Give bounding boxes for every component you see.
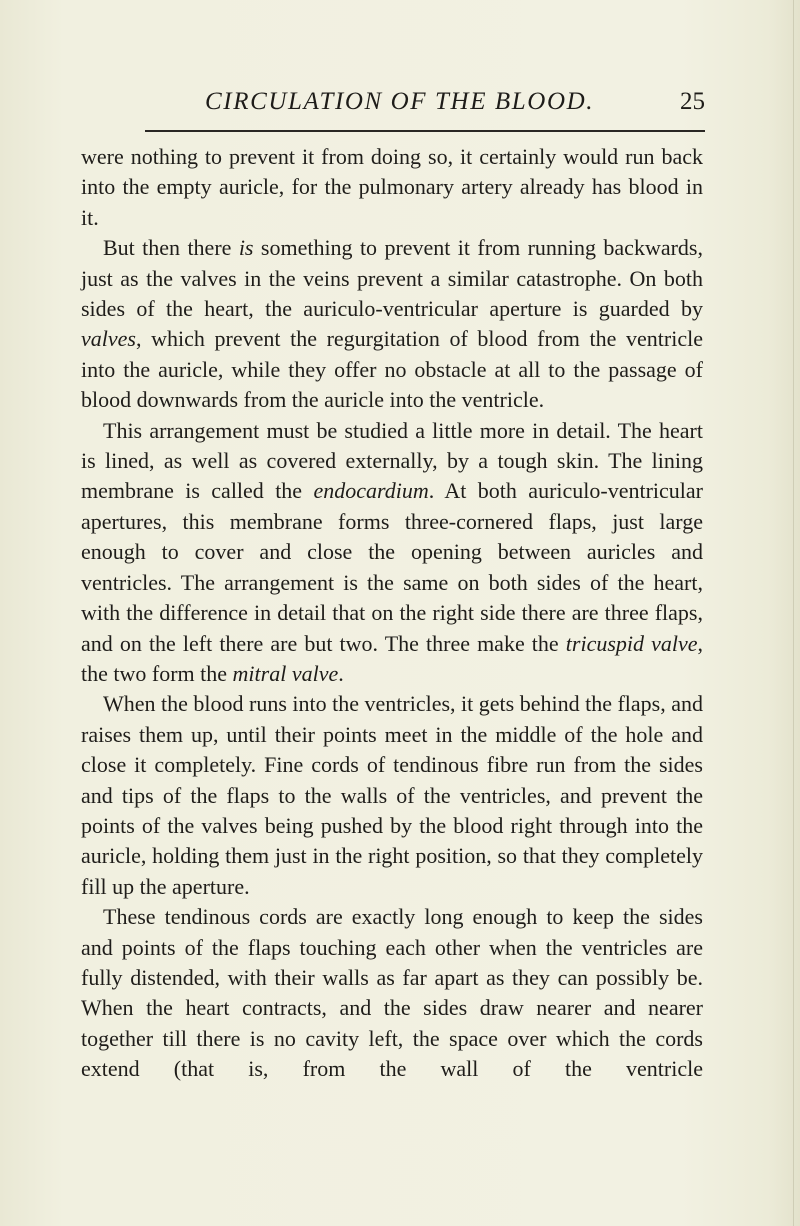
body-text [81,142,703,1085]
text-run: something to prevent it from running backwards, just as the valves in the veins prevent a similar catastrophe. On both sides of the heart, the auriculo-ventricular aperture is guarded by [81,235,703,322]
paragraph-1: were nothing to prevent it from doing so, it certainly would run back into the empty auricle, for the pulmonary artery already has blood in it. [81,144,703,230]
text-run: This arrangement must be studied a little more in detail. The heart is lined, as well as covered externally, by a tough skin. The lining membrane is called the [81,417,703,504]
emphasis-is: is [238,235,254,261]
text-run: But then there [103,235,239,261]
emphasis-endocardium: endocardium [313,478,429,504]
paragraph-3 [81,416,703,690]
running-title: CIRCULATION OF THE BLOOD. [205,88,595,115]
text-run: , the two form the [81,630,704,686]
paragraph-5: These tendinous cords are exactly long enough to keep the sides and points of the flaps touching each other when the ventricles are fully distended, with their walls as far apart as they can possibly be. When the heart contracts, and the sides draw nearer and nearer together till there is no cavity left, the space over which the cords extend (that is, from the wall of the ventricle [81,904,703,1082]
page-number: 25 [680,88,705,115]
emphasis-tricuspid-valve: tricuspid valve [565,630,698,656]
paragraph-2 [81,233,703,415]
emphasis-valves: valves [81,326,136,352]
text-run: , which prevent the regurgitation of blood from the ventricle into the auricle, while they offer no obstacle at all to the passage of blood downwards from the auricle into the ventricle. [81,326,703,413]
emphasis-mitral-valve: mitral valve [232,660,339,686]
paragraph-4: When the blood runs into the ventricles, it gets behind the flaps, and raises them up, until their points meet in the middle of the hole and close it completely. Fine cords of tendinous fibre run from the sides and tips of the flaps to the walls of the ventricles, and prevent the points of the valves being pushed by the blood right through into the auricle, holding them just in the right position, so that they completely fill up the aperture. [81,691,703,899]
text-run: . At both auriculo-ventricular apertures, this membrane forms three-cornered flaps, just large enough to cover and close the opening between auricles and ventricles. The arrangement is the same on both sides of the heart, with the difference in detail that on the right side there are three flaps, and on the left there are but two. The three make the [81,478,703,656]
page-edge [793,0,794,1226]
page-header [145,88,705,122]
text-run: . [338,660,344,686]
header-rule [145,130,705,132]
